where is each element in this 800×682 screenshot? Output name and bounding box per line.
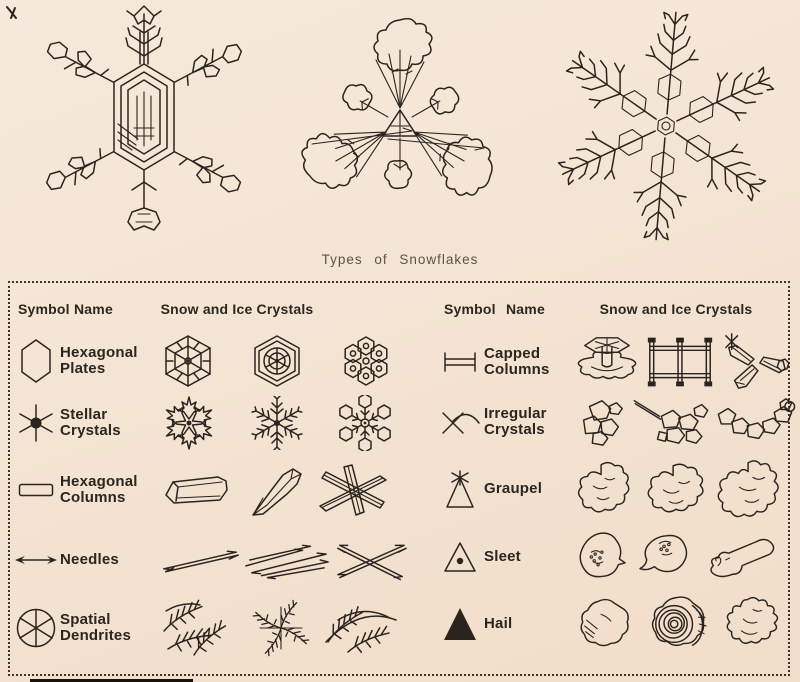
row-label: Needles [60,551,119,568]
graupel-symbol-cell [436,469,484,509]
examples-graupel [568,458,790,520]
row-label: Spatial Dendrites [60,611,131,644]
snowflake-figure-three-lobed-plate [292,18,510,230]
right-header-name: Name [506,301,545,317]
examples-needles [156,539,414,581]
needles-example-3 [332,539,410,581]
six-ray-star-icon [16,403,56,443]
hail-example-3 [720,594,786,654]
needles-example-1 [160,546,242,574]
needles-symbol-cell [12,553,60,567]
triangle-with-cross-icon [443,469,477,509]
irregular-crystal-example-1 [572,395,630,449]
figure-caption: Types of Snowflakes [321,252,479,267]
hexagonal-plate-example-1 [160,333,216,389]
capped-column-ibeam-icon [440,351,480,373]
legend-row-sleet [436,526,790,588]
examples-hail [568,594,790,654]
hexagonal-column-symbol-cell [12,482,60,498]
spatial-dendrite-example-2 [244,597,318,659]
left-header-examples: Snow and Ice Crystals [160,301,314,317]
stellar-crystal-example-1 [160,396,218,450]
sleet-example-2 [635,531,697,583]
stellar-crystal-symbol-cell [12,403,60,443]
row-label: Hail [484,615,513,632]
right-header-examples: Snow and Ice Crystals [599,301,753,317]
capped-column-example-3 [718,330,790,394]
examples-stellar-crystals [156,395,398,451]
legend-row-graupel [436,456,790,522]
spatial-dendrite-example-1 [160,597,244,659]
stellar-crystal-example-2 [248,396,306,450]
legend-row-hexagonal-columns [12,456,398,524]
row-label: Hexagonal Columns [60,473,138,506]
examples-hexagonal-columns [156,462,398,518]
ink-speck [4,4,22,24]
capped-column-example-2 [642,334,718,390]
legend-row-stellar-crystals [12,392,398,454]
irregular-crystal-example-2 [630,395,712,449]
irregular-crystals-symbol-cell [436,407,484,437]
hail-example-2 [642,594,714,654]
hexagonal-column-example-1 [160,470,232,510]
capped-column-example-1 [572,332,642,392]
legend-row-hexagonal-plates [12,328,398,394]
triangle-with-dot-icon [442,540,478,574]
row-label: Irregular Crystals [484,405,547,438]
double-headed-arrow-icon [13,553,59,567]
hexagonal-column-example-2 [241,462,305,518]
graupel-example-1 [572,459,636,519]
circle-six-sectors-icon [15,607,57,649]
legend-row-needles [12,530,398,590]
needles-example-2 [242,540,332,580]
hexagon-outline-icon [20,338,52,384]
right-header-symbol: Symbol [444,301,496,317]
examples-hexagonal-plates [156,333,398,389]
legend-row-capped-columns [436,330,790,394]
left-header-symbol: Symbol [18,301,70,317]
examples-capped-columns [568,330,794,394]
graupel-example-3 [716,458,786,520]
left-header-name: Name [74,301,113,317]
examples-irregular-crystals [568,395,800,449]
row-label: Sleet [484,548,521,565]
filled-triangle-icon [442,606,478,642]
hexagonal-plate-example-3 [338,333,394,389]
spatial-dendrite-example-3 [318,598,404,658]
row-label: Hexagonal Plates [60,344,138,377]
sleet-example-3 [704,533,786,581]
examples-spatial-dendrites [156,597,408,659]
spatial-dendrites-symbol-cell [12,607,60,649]
row-label: Stellar Crystals [60,406,121,439]
legend-row-hail [436,590,790,658]
sleet-example-1 [572,529,628,585]
snowflake-figure-fern-dendrite [538,6,796,254]
legend-row-spatial-dendrites [12,592,398,664]
stellar-crystal-example-3 [336,395,394,451]
sleet-symbol-cell [436,540,484,574]
hexagonal-plate-symbol-cell [12,338,60,384]
snowflake-figure-stellar-plates [34,0,260,246]
legend-row-irregular-crystals [436,392,790,452]
hexagonal-column-example-3 [314,462,394,518]
graupel-example-2 [642,461,710,517]
examples-sleet [568,529,790,585]
row-label: Capped Columns [484,345,550,378]
row-label: Graupel [484,480,543,497]
hail-symbol-cell [436,606,484,642]
rectangle-outline-icon [18,482,54,498]
crossed-lines-arc-icon [439,407,481,437]
capped-columns-symbol-cell [436,351,484,373]
hail-example-1 [572,595,636,653]
hexagonal-plate-example-2 [249,333,305,389]
irregular-crystal-example-3 [712,395,798,449]
